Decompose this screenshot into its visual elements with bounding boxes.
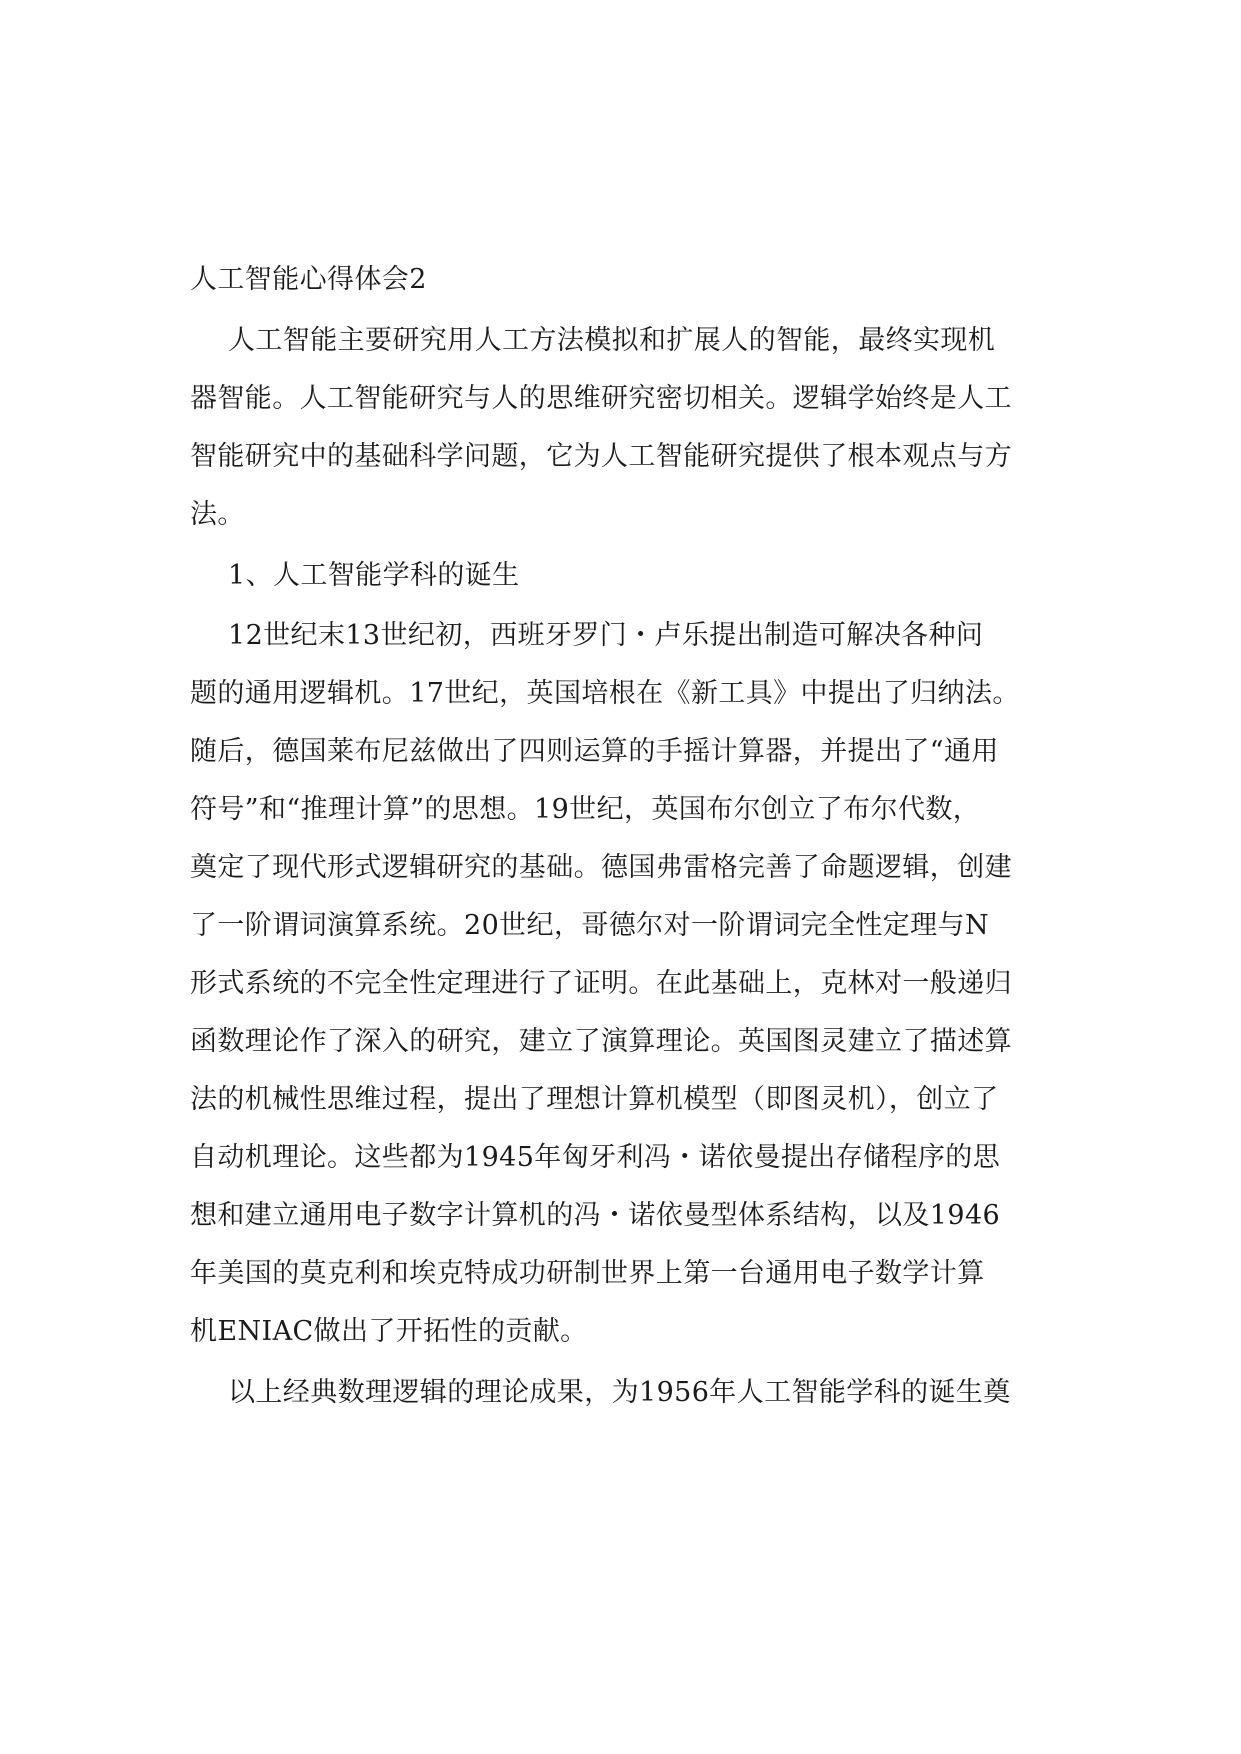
paragraph-line: 自动机理论。这些都为1945年匈牙利冯・诺依曼提出存储程序的思 xyxy=(190,1142,1001,1173)
paragraph-line: 法。 xyxy=(190,499,245,530)
paragraph-line: 年美国的莫克利和埃克特成功研制世界上第一台通用电子数学计算 xyxy=(190,1258,985,1289)
paragraph-line: 法的机械性思维过程，提出了理想计算机模型（即图灵机），创立了 xyxy=(190,1084,999,1115)
paragraph-line: 了一阶谓词演算系统。20世纪，哥德尔对一阶谓词完全性定理与N xyxy=(190,910,989,941)
paragraph-line: 函数理论作了深入的研究，建立了演算理论。英国图灵建立了描述算 xyxy=(190,1026,1012,1057)
paragraph-line: 以上经典数理逻辑的理论成果，为1956年人工智能学科的诞生奠 xyxy=(228,1377,1011,1408)
paragraph-line: 智能研究中的基础科学问题，它为人工智能研究提供了根本观点与方 xyxy=(190,441,1012,472)
paragraph-line: 人工智能主要研究用人工方法模拟和扩展人的智能，最终实现机 xyxy=(228,325,996,356)
paragraph-line: 形式系统的不完全性定理进行了证明。在此基础上，克林对一般递归 xyxy=(190,968,1012,999)
section-heading: 1、人工智能学科的诞生 xyxy=(228,560,520,591)
paragraph-line: 题的通用逻辑机。17世纪，英国培根在《新工具》中提出了归纳法。 xyxy=(190,678,1020,709)
document-title: 人工智能心得体会2 xyxy=(190,264,427,295)
paragraph-line: 器智能。人工智能研究与人的思维研究密切相关。逻辑学始终是人工 xyxy=(190,383,1012,414)
paragraph-line: 奠定了现代形式逻辑研究的基础。德国弗雷格完善了命题逻辑，创建 xyxy=(190,852,1012,883)
paragraph-line: 12世纪末13世纪初，西班牙罗门・卢乐提出制造可解决各种问 xyxy=(228,620,984,651)
paragraph-line: 符号”和“推理计算”的思想。19世纪，英国布尔创立了布尔代数， xyxy=(190,794,981,825)
paragraph-line: 随后，德国莱布尼兹做出了四则运算的手摇计算器，并提出了“通用 xyxy=(190,736,999,767)
paragraph-line: 机ENIAC做出了开拓性的贡献。 xyxy=(190,1316,588,1347)
paragraph-line: 想和建立通用电子数字计算机的冯・诺依曼型体系结构，以及1946 xyxy=(190,1200,1001,1231)
